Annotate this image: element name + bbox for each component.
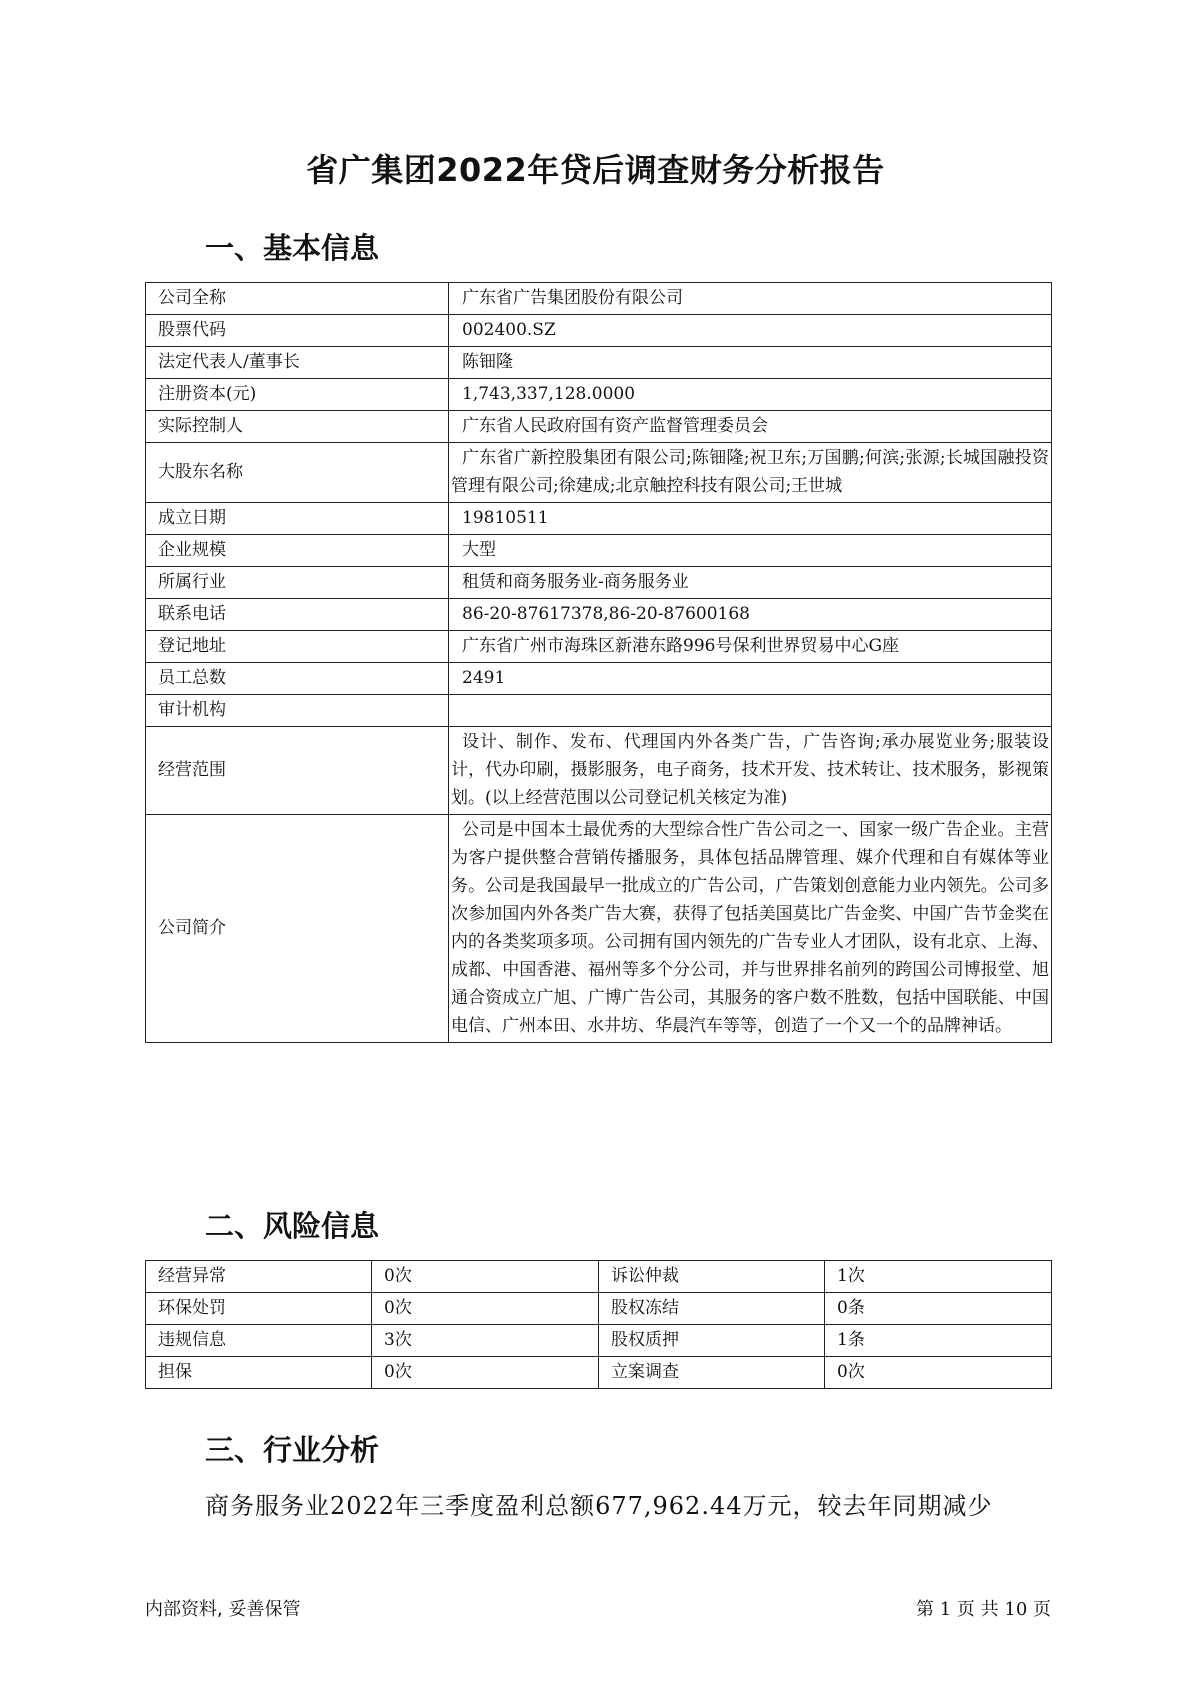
basic-info-value: 86-20-87617378,86-20-87600168: [449, 599, 1052, 631]
basic-info-row: [146, 443, 1052, 503]
basic-info-value: 陈钿隆: [449, 347, 1052, 379]
risk-info-row: [146, 1293, 1052, 1325]
basic-info-row: [146, 535, 1052, 567]
risk-info-value: 3次: [372, 1325, 599, 1357]
basic-info-row: [146, 727, 1052, 815]
risk-info-value: 0次: [372, 1261, 599, 1293]
risk-info-label: 违规信息: [146, 1325, 372, 1357]
basic-info-label: 成立日期: [146, 503, 449, 535]
footer-confidential-note: 内部资料, 妥善保管: [145, 1599, 301, 1620]
section-heading-basic-info: 一、基本信息: [205, 231, 380, 265]
basic-info-label: 大股东名称: [146, 443, 449, 503]
basic-info-label: 登记地址: [146, 631, 449, 663]
basic-info-label: 注册资本(元): [146, 379, 449, 411]
risk-info-table: [145, 1260, 1052, 1389]
risk-info-value: 0次: [372, 1357, 599, 1389]
basic-info-row: [146, 379, 1052, 411]
basic-info-row: [146, 567, 1052, 599]
risk-info-label: 立案调查: [599, 1357, 825, 1389]
risk-info-label: 股权质押: [599, 1325, 825, 1357]
basic-info-value: 002400.SZ: [449, 315, 1052, 347]
basic-info-row: [146, 815, 1052, 1043]
section-heading-risk-info: 二、风险信息: [205, 1209, 380, 1243]
basic-info-label: 企业规模: [146, 535, 449, 567]
basic-info-row: [146, 663, 1052, 695]
basic-info-value: 19810511: [449, 503, 1052, 535]
basic-info-row: [146, 283, 1052, 315]
basic-info-row: [146, 599, 1052, 631]
risk-info-value: 0条: [825, 1293, 1052, 1325]
industry-analysis-paragraph: 商务服务业2022年三季度盈利总额677,962.44万元，较去年同期减少: [205, 1492, 993, 1520]
basic-info-value: 广东省广新控股集团有限公司;陈钿隆;祝卫东;万国鹏;何滨;张源;长城国融投资管理有限公司;徐建成;北京触控科技有限公司;王世城: [449, 443, 1052, 503]
basic-info-label: 审计机构: [146, 695, 449, 727]
report-title: 省广集团2022年贷后调查财务分析报告: [306, 151, 885, 189]
basic-info-label: 联系电话: [146, 599, 449, 631]
basic-info-value: 广东省广告集团股份有限公司: [449, 283, 1052, 315]
risk-info-row: [146, 1261, 1052, 1293]
section-heading-industry-analysis: 三、行业分析: [205, 1433, 380, 1467]
basic-info-row: [146, 315, 1052, 347]
basic-info-value: 公司是中国本土最优秀的大型综合性广告公司之一、国家一级广告企业。主营为客户提供整合营销传播服务，具体包括品牌管理、媒介代理和自有媒体等业务。公司是我国最早一批成立的广告公司，广告策划创意能力业内领先。公司多次参加国内外各类广告大赛，获得了包括美国莫比广告金奖、中国广告节金奖在内的各类奖项多项。公司拥有国内领先的广告专业人才团队，设有北京、上海、成都、中国香港、福州等多个分公司，并与世界排名前列的跨国公司博报堂、旭通合资成立广旭、广博广告公司，其服务的客户数不胜数，包括中国联能、中国电信、广州本田、水井坊、华晨汽车等等，创造了一个又一个的品牌神话。: [449, 815, 1052, 1043]
basic-info-row: [146, 503, 1052, 535]
risk-info-label: 诉讼仲裁: [599, 1261, 825, 1293]
risk-info-row: [146, 1325, 1052, 1357]
basic-info-value: 广东省人民政府国有资产监督管理委员会: [449, 411, 1052, 443]
risk-info-label: 股权冻结: [599, 1293, 825, 1325]
basic-info-row: [146, 411, 1052, 443]
basic-info-row: [146, 347, 1052, 379]
risk-info-value: 1条: [825, 1325, 1052, 1357]
risk-info-table-body: [146, 1261, 1052, 1389]
basic-info-label: 员工总数: [146, 663, 449, 695]
basic-info-label: 经营范围: [146, 727, 449, 815]
basic-info-label: 法定代表人/董事长: [146, 347, 449, 379]
risk-info-value: 0次: [825, 1357, 1052, 1389]
basic-info-value: [449, 695, 1052, 727]
basic-info-value: 大型: [449, 535, 1052, 567]
basic-info-value: 设计、制作、发布、代理国内外各类广告，广告咨询;承办展览业务;服装设计，代办印刷，摄影服务，电子商务，技术开发、技术转让、技术服务，影视策划。(以上经营范围以公司登记机关核定为准): [449, 727, 1052, 815]
basic-info-value: 1,743,337,128.0000: [449, 379, 1052, 411]
basic-info-row: [146, 695, 1052, 727]
risk-info-label: 环保处罚: [146, 1293, 372, 1325]
basic-info-label: 公司简介: [146, 815, 449, 1043]
basic-info-value: 广东省广州市海珠区新港东路996号保利世界贸易中心G座: [449, 631, 1052, 663]
basic-info-label: 股票代码: [146, 315, 449, 347]
risk-info-label: 担保: [146, 1357, 372, 1389]
risk-info-value: 1次: [825, 1261, 1052, 1293]
basic-info-row: [146, 631, 1052, 663]
basic-info-label: 公司全称: [146, 283, 449, 315]
basic-info-value: 租赁和商务服务业-商务服务业: [449, 567, 1052, 599]
risk-info-value: 0次: [372, 1293, 599, 1325]
basic-info-label: 实际控制人: [146, 411, 449, 443]
basic-info-label: 所属行业: [146, 567, 449, 599]
basic-info-table: [145, 282, 1052, 1043]
basic-info-table-body: [146, 283, 1052, 1043]
footer-page-number: 第 1 页 共 10 页: [916, 1599, 1051, 1620]
risk-info-label: 经营异常: [146, 1261, 372, 1293]
risk-info-row: [146, 1357, 1052, 1389]
basic-info-value: 2491: [449, 663, 1052, 695]
